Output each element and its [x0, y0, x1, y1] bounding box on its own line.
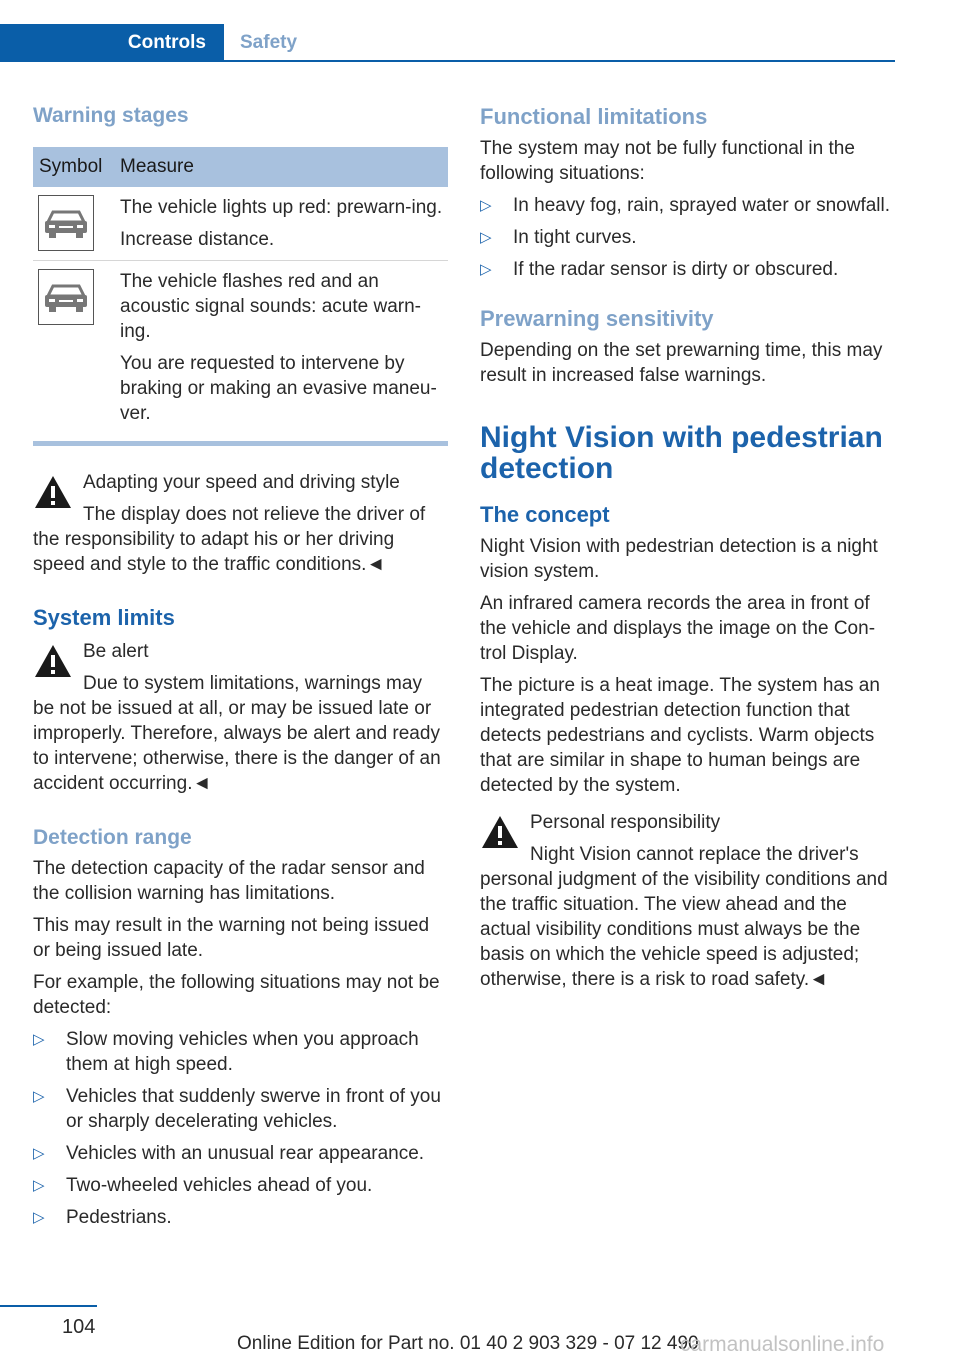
warning-triangle-icon [33, 643, 73, 679]
triangle-bullet-icon: ▷ [33, 1145, 45, 1162]
warning-title: Adapting your speed and driving style [83, 472, 400, 493]
functional-limitations-title: Functional limitations [480, 104, 708, 129]
triangle-bullet-icon: ▷ [480, 261, 492, 278]
functional-paragraph: The system may not be fully functional in the following situations: [480, 138, 855, 184]
detection-paragraph: This may result in the warning not being issued or being issued late. [33, 915, 430, 961]
detection-range-title: Detection range [33, 826, 192, 849]
car-warning-icon [38, 269, 94, 325]
page-number: 104 [62, 1316, 96, 1338]
header-tabs [0, 24, 895, 62]
concept-title: The concept [480, 502, 610, 527]
table-header [33, 147, 448, 187]
right-column [480, 100, 898, 992]
prewarning-title: Prewarning sensitivity [480, 306, 714, 331]
left-column [33, 100, 448, 1230]
warning-body: Due to system limitations, warnings may be not be issued at all, or may be issued late or improperly. Therefore, always be alert and ready to intervene; otherwise, there is the danger of an accident occurring.◄ [33, 673, 441, 794]
concept-paragraph: The picture is a heat image. The system has an integrated pedestrian detection function that detects pedestrians and cyclists. Warm objects that are similar in shape to human beings are detected by the system. [480, 675, 880, 796]
warning-title: Be alert [83, 641, 149, 662]
triangle-bullet-icon: ▷ [33, 1031, 45, 1048]
triangle-bullet-icon: ▷ [33, 1177, 45, 1194]
list-item: ▷ If the radar sensor is dirty or obscured. [480, 259, 839, 280]
list-item: ▷ In heavy fog, rain, sprayed water or snowfall. [480, 195, 891, 216]
triangle-bullet-icon: ▷ [480, 197, 492, 214]
row2-line1: The vehicle flashes red and an acoustic signal sounds: acute warn-ing. [120, 271, 421, 342]
detection-paragraph: For example, the following situations may not be detected: [33, 972, 440, 1018]
list-item: ▷ Two-wheeled vehicles ahead of you. [33, 1175, 373, 1196]
warning-stages-table [33, 147, 448, 446]
triangle-bullet-icon: ▷ [33, 1209, 45, 1226]
functional-list [480, 193, 898, 282]
detection-list [33, 1027, 448, 1230]
tab-controls[interactable]: Controls [0, 24, 224, 62]
warning-adapting-speed [33, 470, 448, 577]
car-warning-icon [38, 195, 94, 251]
triangle-bullet-icon: ▷ [33, 1088, 45, 1105]
night-vision-title: Night Vision with pedestrian detection [480, 421, 883, 485]
header-divider [0, 60, 895, 62]
warning-body: The display does not relieve the driver of the responsibility to adapt his or her driving speed and style to the traffic conditions.◄ [33, 504, 426, 575]
col-measure: Measure [120, 156, 194, 177]
detection-paragraph: The detection capacity of the radar sensor and the collision warning has limitations. [33, 858, 425, 904]
triangle-bullet-icon: ▷ [480, 229, 492, 246]
list-item: ▷ Vehicles with an unusual rear appearance. [33, 1143, 425, 1164]
list-item: ▷ In tight curves. [480, 227, 637, 248]
table-row [33, 187, 448, 261]
row1-line2: Increase distance. [120, 229, 275, 250]
concept-paragraph: Night Vision with pedestrian detection is a night vision system. [480, 536, 878, 582]
list-item: ▷ Slow moving vehicles when you approach them at high speed. [33, 1029, 419, 1075]
table-end-rule [33, 441, 448, 446]
table-row [33, 261, 448, 434]
warning-stages-title: Warning stages [33, 104, 189, 127]
watermark: carmanualsonline.info [680, 1333, 885, 1356]
row2-line2: You are requested to intervene by braking or making an evasive maneu-ver. [120, 353, 437, 424]
footer-rule [0, 1305, 97, 1307]
system-limits-title: System limits [33, 605, 175, 630]
warning-triangle-icon [480, 814, 520, 850]
warning-body: Night Vision cannot replace the driver's personal judgment of the visibility conditions and the traffic situation. The view ahead and the actual visibility conditions must always be the basis on which the vehicle speed is adjusted; otherwise, there is a risk to road safety.◄ [480, 844, 888, 990]
warning-be-alert [33, 639, 448, 796]
concept-paragraph: An infrared camera records the area in front of the vehicle and displays the image on the Con-trol Display. [480, 593, 876, 664]
list-item: ▷ Vehicles that suddenly swerve in front of you or sharply decelerating vehicles. [33, 1086, 441, 1132]
warning-personal-responsibility [480, 810, 898, 992]
row1-line1: The vehicle lights up red: prewarn-ing. [120, 197, 443, 218]
tab-safety[interactable]: Safety [240, 32, 298, 53]
edition-text: Online Edition for Part no. 01 40 2 903 329 - 07 12 490 [237, 1333, 699, 1354]
prewarning-paragraph: Depending on the set prewarning time, this may result in increased false warnings. [480, 340, 883, 386]
warning-title: Personal responsibility [530, 812, 721, 833]
warning-triangle-icon [33, 474, 73, 510]
col-symbol: Symbol [39, 156, 103, 177]
list-item: ▷ Pedestrians. [33, 1207, 172, 1228]
